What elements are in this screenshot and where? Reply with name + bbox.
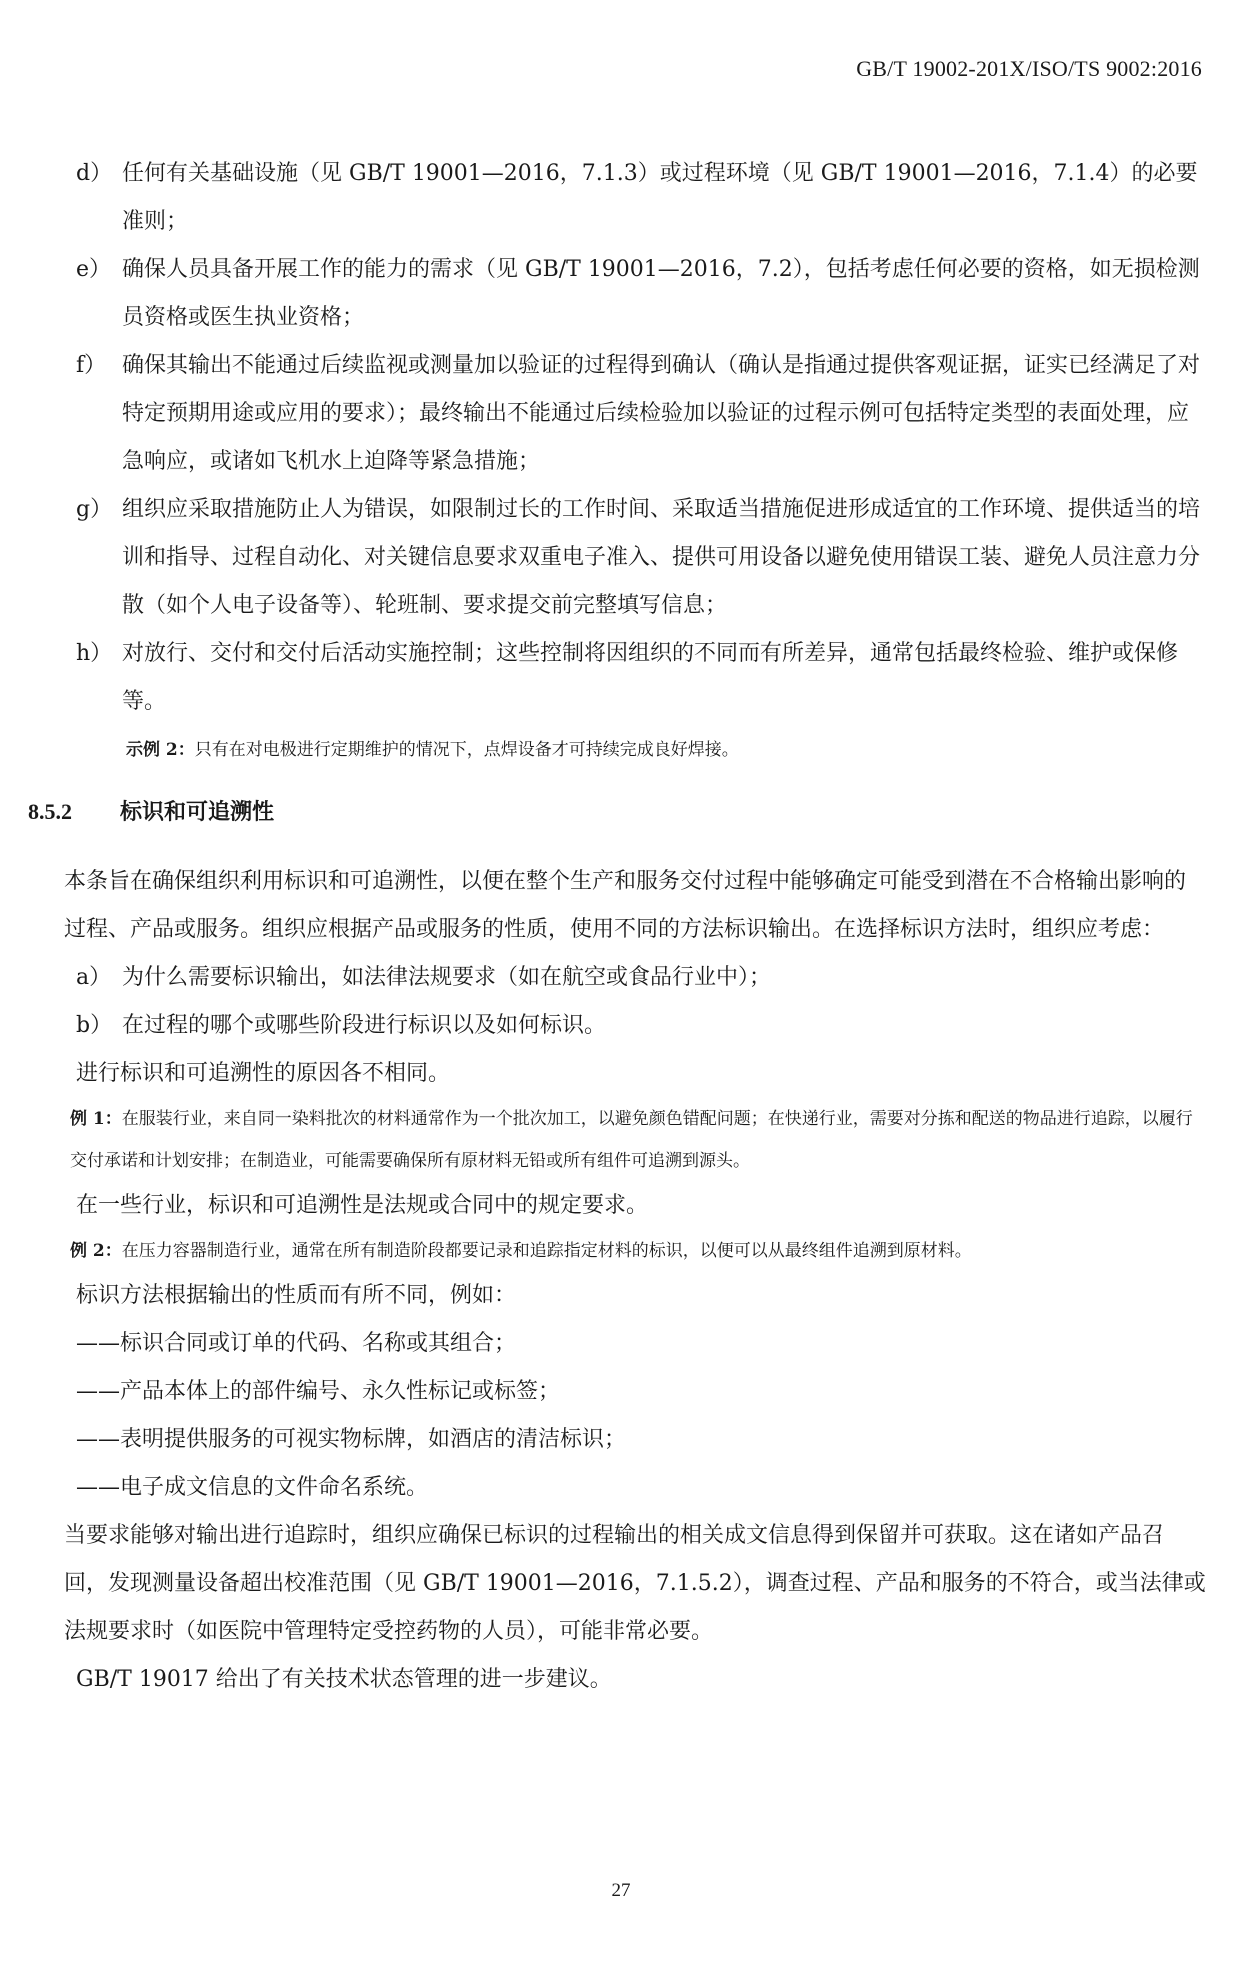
- reasons-paragraph: 进行标识和可追溯性的原因各不相同。: [76, 1061, 451, 1086]
- example-label: 例 1：: [70, 1109, 122, 1129]
- dash-list: [76, 1320, 1206, 1512]
- list-text: 确保人员具备开展工作的能力的需求（见 GB/T 19001—2016，7.2），包括考虑任何必要的资格，如无损检测员资格或医生执业资格；: [122, 257, 1200, 330]
- regulatory-paragraph: 在一些行业，标识和可追溯性是法规或合同中的规定要求。: [76, 1193, 649, 1218]
- methods-intro: 标识方法根据输出的性质而有所不同，例如：: [76, 1283, 517, 1308]
- example-note: [76, 730, 1206, 770]
- intro-paragraph: [64, 858, 1206, 954]
- list-label: b）: [76, 1013, 113, 1038]
- list-text: 为什么需要标识输出，如法律法规要求（如在航空或食品行业中）；: [122, 965, 772, 990]
- dash-list-item: ——标识合同或订单的代码、名称或其组合；: [76, 1331, 517, 1356]
- list-item-e: [76, 246, 1206, 342]
- document-header: GB/T 19002-201X/ISO/TS 9002:2016: [856, 56, 1202, 81]
- list-label: f）: [76, 353, 107, 378]
- example-label: 示例 2：: [126, 740, 195, 760]
- dash-list-item: ——电子成文信息的文件命名系统。: [76, 1475, 429, 1500]
- example-text: 在服装行业，来自同一染料批次的材料通常作为一个批次加工，以避免颜色错配问题；在快递行业，需要对分拣和配送的物品进行追踪，以履行交付承诺和计划安排；在制造业，可能需要确保所有原材料无铅或所有组件可追溯到源头。: [70, 1109, 1193, 1171]
- list-item-a: [76, 954, 1206, 1002]
- tracking-paragraph: 当要求能够对输出进行追踪时，组织应确保已标识的过程输出的相关成文信息得到保留并可获取。这在诸如产品召回，发现测量设备超出校准范围（见 GB/T 19001—2016，7.1.5.2），调查过程、产品和服务的不符合，或当法律或法规要求时（如医院中管理特定受控药物的人员），可能非常必要。: [64, 1523, 1206, 1644]
- list-item-g: [76, 486, 1206, 630]
- example-2: [70, 1230, 1206, 1272]
- list-text: 组织应采取措施防止人为错误，如限制过长的工作时间、采取适当措施促进形成适宜的工作环境、提供适当的培训和指导、过程自动化、对关键信息要求双重电子准入、提供可用设备以避免使用错误工装、避免人员注意力分散（如个人电子设备等）、轮班制、要求提交前完整填写信息；: [122, 497, 1201, 618]
- document-content: [28, 150, 1206, 1704]
- list-label: h）: [76, 641, 113, 666]
- section-title: 标识和可追溯性: [120, 799, 275, 825]
- list-text: 确保其输出不能通过后续监视或测量加以验证的过程得到确认（确认是指通过提供客观证据，证实已经满足了对特定预期用途或应用的要求）；最终输出不能通过后续检验加以验证的过程示例可包括特定类型的表面处理，应急响应，或诸如飞机水上迫降等紧急措施；: [122, 353, 1201, 474]
- section-heading: [28, 788, 1206, 836]
- list-label: g）: [76, 497, 113, 522]
- example-text: 在压力容器制造行业，通常在所有制造阶段都要记录和追踪指定材料的标识，以便可以从最终组件追溯到原材料。: [121, 1241, 972, 1261]
- list-item-f: [76, 342, 1206, 486]
- dash-list-item: ——产品本体上的部件编号、永久性标记或标签；: [76, 1379, 561, 1404]
- example-label: 例 2：: [70, 1241, 122, 1261]
- list-label: d）: [76, 161, 113, 186]
- example-1: [70, 1098, 1206, 1182]
- section-number: 8.5.2: [28, 799, 72, 824]
- further-paragraph: GB/T 19017 给出了有关技术状态管理的进一步建议。: [76, 1667, 612, 1692]
- list-text: 任何有关基础设施（见 GB/T 19001—2016，7.1.3）或过程环境（见 GB/T 19001—2016，7.1.4）的必要准则；: [122, 161, 1198, 234]
- list-text: 在过程的哪个或哪些阶段进行标识以及如何标识。: [122, 1013, 607, 1038]
- list-label: a）: [76, 965, 112, 990]
- list-label: e）: [76, 257, 112, 282]
- list-text: 对放行、交付和交付后活动实施控制；这些控制将因组织的不同而有所差异，通常包括最终检验、维护或保修等。: [122, 641, 1179, 714]
- intro-text: 本条旨在确保组织利用标识和可追溯性，以便在整个生产和服务交付过程中能够确定可能受到潜在不合格输出影响的过程、产品或服务。组织应根据产品或服务的性质，使用不同的方法标识输出。在选择标识方法时，组织应考虑：: [64, 869, 1187, 942]
- dash-list-item: ——表明提供服务的可视实物标牌，如酒店的清洁标识；: [76, 1427, 627, 1452]
- list-item-b: [76, 1002, 1206, 1050]
- page-number: 27: [611, 1880, 631, 1901]
- example-text: 只有在对电极进行定期维护的情况下，点焊设备才可持续完成良好焊接。: [194, 740, 739, 760]
- list-item-d: [76, 150, 1206, 246]
- list-item-h: [76, 630, 1206, 726]
